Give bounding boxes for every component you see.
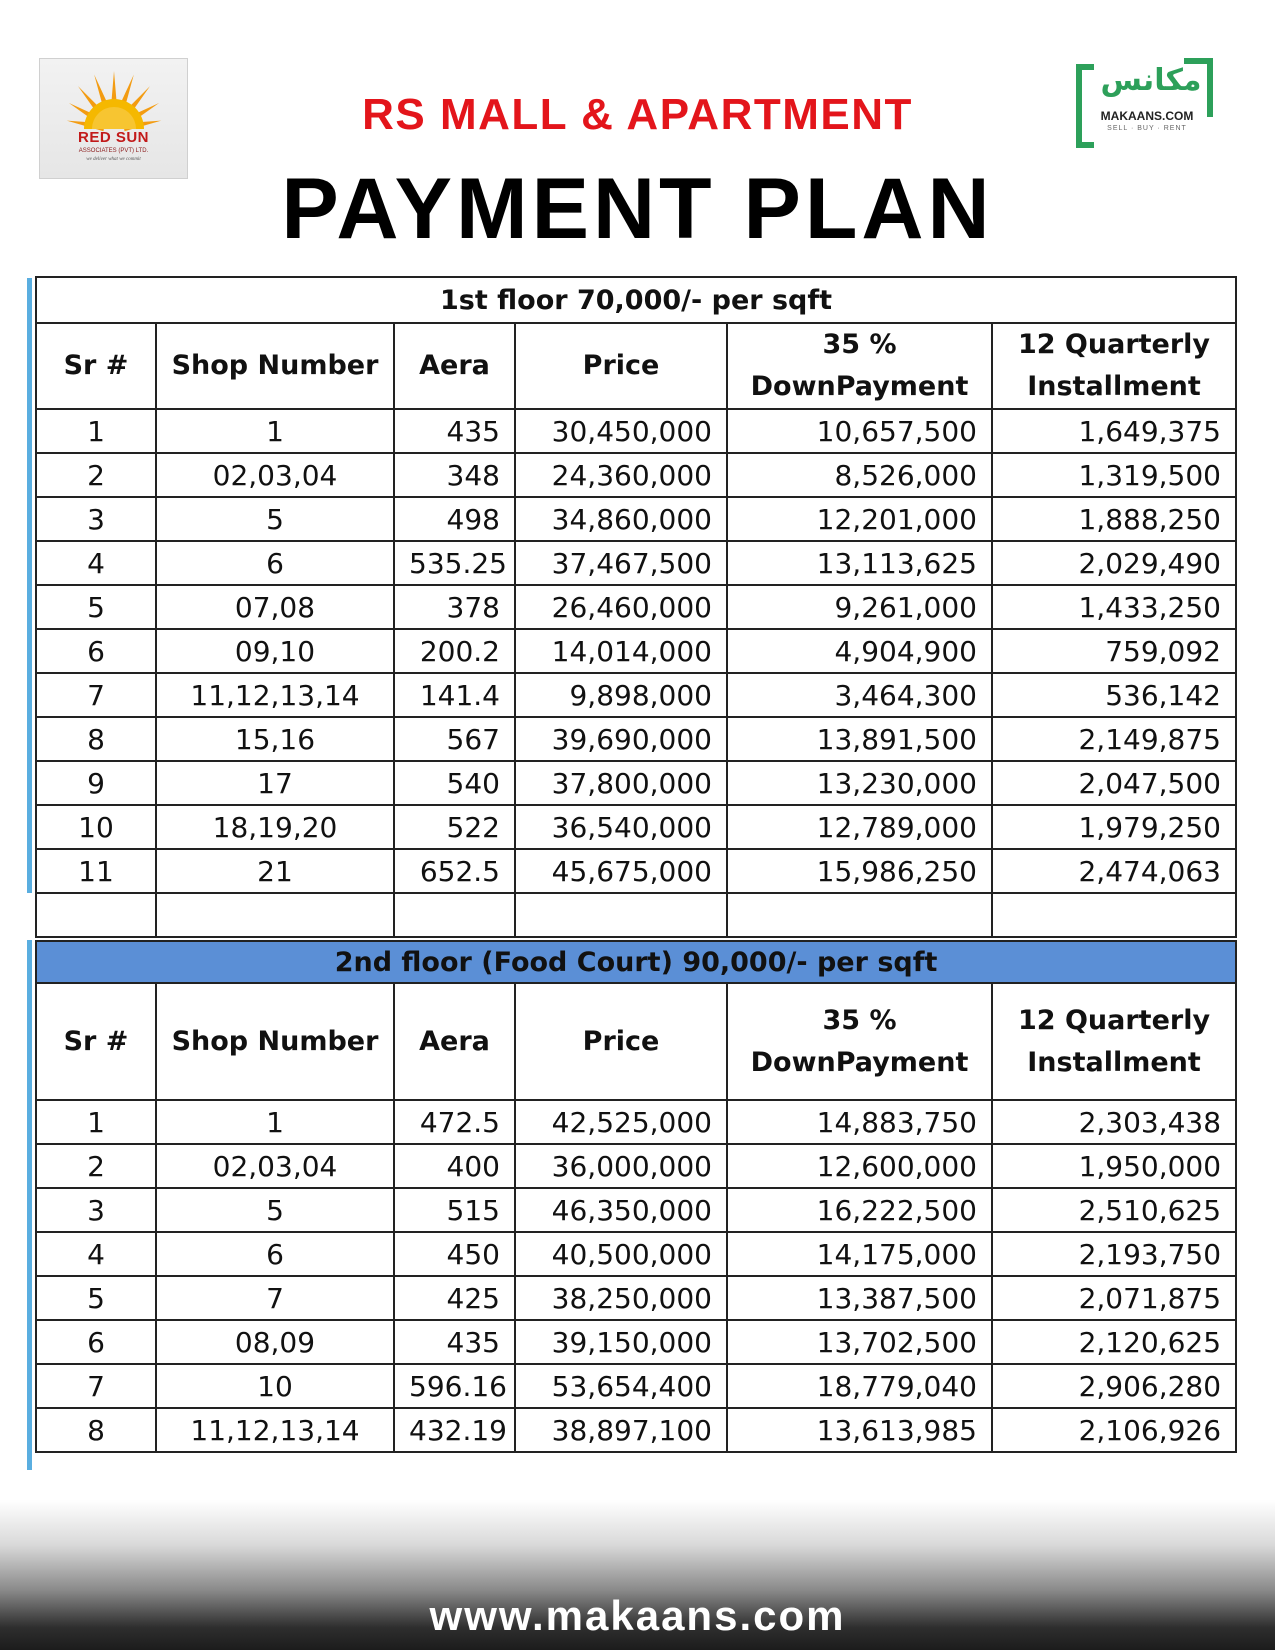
area-cell: 498 (394, 497, 515, 541)
area-cell: 567 (394, 717, 515, 761)
sr-cell: 2 (36, 1144, 156, 1188)
area-cell: 596.16 (394, 1364, 515, 1408)
sr-cell: 4 (36, 541, 156, 585)
installment-cell: 2,047,500 (992, 761, 1236, 805)
installment-cell: 759,092 (992, 629, 1236, 673)
downpayment-cell: 13,702,500 (727, 1320, 992, 1364)
area-cell: 141.4 (394, 673, 515, 717)
price-cell: 37,467,500 (515, 541, 727, 585)
table-row (36, 1276, 1236, 1320)
header-price: Price (515, 983, 727, 1100)
downpayment-cell: 12,600,000 (727, 1144, 992, 1188)
page-title: PAYMENT PLAN (281, 161, 994, 257)
red-sun-brand: RED SUN (77, 129, 149, 146)
price-cell: 36,000,000 (515, 1144, 727, 1188)
shop-number-cell: 5 (156, 497, 394, 541)
makaans-urdu: مکانس (1100, 63, 1202, 98)
downpayment-cell: 15,986,250 (727, 849, 992, 893)
price-cell: 34,860,000 (515, 497, 727, 541)
floor1-caption: 1st floor 70,000/- per sqft (36, 277, 1236, 323)
downpayment-cell: 13,891,500 (727, 717, 992, 761)
table-row (36, 805, 1236, 849)
area-cell: 348 (394, 453, 515, 497)
floor1-body (36, 409, 1236, 893)
downpayment-cell: 13,230,000 (727, 761, 992, 805)
table-row (36, 1364, 1236, 1408)
installment-cell: 2,303,438 (992, 1100, 1236, 1144)
installment-cell: 1,950,000 (992, 1144, 1236, 1188)
header-sr: Sr # (36, 983, 156, 1100)
price-cell: 30,450,000 (515, 409, 727, 453)
header-installment-line1: 12 Quarterly (1018, 1004, 1211, 1036)
header-installment-line2: Installment (1027, 1046, 1201, 1078)
floor2-caption: 2nd floor (Food Court) 90,000/- per sqft (36, 941, 1236, 983)
area-cell: 378 (394, 585, 515, 629)
area-cell: 472.5 (394, 1100, 515, 1144)
table-row (36, 1100, 1236, 1144)
header-downpayment-line2: DownPayment (750, 371, 969, 402)
header-installment-line2: Installment (1027, 371, 1201, 402)
installment-cell: 1,319,500 (992, 453, 1236, 497)
header-downpayment-line1: 35 % (822, 329, 897, 360)
shop-number-cell: 6 (156, 1232, 394, 1276)
shop-number-cell: 09,10 (156, 629, 394, 673)
table-row (36, 453, 1236, 497)
downpayment-cell: 14,175,000 (727, 1232, 992, 1276)
table-row (36, 409, 1236, 453)
table-row (36, 673, 1236, 717)
floor1-table (35, 276, 1237, 938)
downpayment-cell: 4,904,900 (727, 629, 992, 673)
table-row (36, 1144, 1236, 1188)
installment-cell: 1,649,375 (992, 409, 1236, 453)
price-cell: 9,898,000 (515, 673, 727, 717)
header-sr: Sr # (36, 323, 156, 409)
shop-number-cell: 1 (156, 409, 394, 453)
installment-cell: 2,906,280 (992, 1364, 1236, 1408)
sr-cell: 2 (36, 453, 156, 497)
header-installment-line1: 12 Quarterly (1017, 329, 1211, 360)
header-shop-number: Shop Number (156, 323, 394, 409)
shop-number-cell: 5 (156, 1188, 394, 1232)
sr-cell: 1 (36, 1100, 156, 1144)
sr-cell: 7 (36, 1364, 156, 1408)
downpayment-cell: 13,387,500 (727, 1276, 992, 1320)
sr-cell: 5 (36, 1276, 156, 1320)
price-cell: 37,800,000 (515, 761, 727, 805)
floor2-table (35, 940, 1237, 1453)
shop-number-cell: 11,12,13,14 (156, 1408, 394, 1452)
sr-cell: 6 (36, 1320, 156, 1364)
page-subtitle: RS MALL & APARTMENT (362, 90, 913, 139)
installment-cell: 2,474,063 (992, 849, 1236, 893)
shop-number-cell: 08,09 (156, 1320, 394, 1364)
price-cell: 38,897,100 (515, 1408, 727, 1452)
table-row (36, 717, 1236, 761)
header-downpayment-line2: DownPayment (750, 1046, 969, 1078)
table-row (36, 1408, 1236, 1452)
price-cell: 53,654,400 (515, 1364, 727, 1408)
table-row (36, 1320, 1236, 1364)
header-downpayment (727, 983, 992, 1100)
shop-number-cell: 21 (156, 849, 394, 893)
sr-cell: 8 (36, 1408, 156, 1452)
footer-url[interactable]: www.makaans.com (429, 1592, 846, 1639)
header-installment (992, 323, 1236, 409)
sr-cell: 3 (36, 1188, 156, 1232)
empty-cell (36, 893, 156, 937)
shop-number-cell: 18,19,20 (156, 805, 394, 849)
price-cell: 14,014,000 (515, 629, 727, 673)
shop-number-cell: 17 (156, 761, 394, 805)
shop-number-cell: 10 (156, 1364, 394, 1408)
table-row (36, 629, 1236, 673)
price-cell: 39,690,000 (515, 717, 727, 761)
floor2-body (36, 1100, 1236, 1452)
shop-number-cell: 02,03,04 (156, 453, 394, 497)
table-accent-bar (27, 940, 32, 1470)
area-cell: 432.19 (394, 1408, 515, 1452)
price-cell: 24,360,000 (515, 453, 727, 497)
installment-cell: 1,888,250 (992, 497, 1236, 541)
sr-cell: 10 (36, 805, 156, 849)
downpayment-cell: 16,222,500 (727, 1188, 992, 1232)
header-price: Price (515, 323, 727, 409)
area-cell: 515 (394, 1188, 515, 1232)
price-cell: 42,525,000 (515, 1100, 727, 1144)
sr-cell: 4 (36, 1232, 156, 1276)
installment-cell: 2,510,625 (992, 1188, 1236, 1232)
table-row (36, 849, 1236, 893)
installment-cell: 1,433,250 (992, 585, 1236, 629)
downpayment-cell: 8,526,000 (727, 453, 992, 497)
downpayment-cell: 12,789,000 (727, 805, 992, 849)
table-row (36, 761, 1236, 805)
installment-cell: 2,149,875 (992, 717, 1236, 761)
area-cell: 400 (394, 1144, 515, 1188)
sr-cell: 11 (36, 849, 156, 893)
area-cell: 425 (394, 1276, 515, 1320)
floor1-table-wrap (35, 276, 1235, 938)
area-cell: 200.2 (394, 629, 515, 673)
header-downpayment-line1: 35 % (822, 1004, 897, 1036)
empty-cell (727, 893, 992, 937)
red-sun-sub: ASSOCIATES (PVT) LTD. (78, 148, 149, 154)
area-cell: 535.25 (394, 541, 515, 585)
empty-cell (992, 893, 1236, 937)
price-cell: 26,460,000 (515, 585, 727, 629)
empty-cell (515, 893, 727, 937)
area-cell: 522 (394, 805, 515, 849)
shop-number-cell: 7 (156, 1276, 394, 1320)
header-area: Aera (394, 323, 515, 409)
red-sun-tagline: we deliver what we commit (86, 157, 141, 162)
makaans-site: MAKAANS.COM (1100, 109, 1194, 123)
shop-number-cell: 15,16 (156, 717, 394, 761)
area-cell: 435 (394, 1320, 515, 1364)
empty-cell (156, 893, 394, 937)
shop-number-cell: 1 (156, 1100, 394, 1144)
sr-cell: 6 (36, 629, 156, 673)
footer-banner (0, 1500, 1275, 1650)
shop-number-cell: 6 (156, 541, 394, 585)
table-row (36, 1232, 1236, 1276)
price-cell: 36,540,000 (515, 805, 727, 849)
header-shop-number: Shop Number (156, 983, 394, 1100)
table-row (36, 1188, 1236, 1232)
downpayment-cell: 9,261,000 (727, 585, 992, 629)
area-cell: 450 (394, 1232, 515, 1276)
installment-cell: 536,142 (992, 673, 1236, 717)
table-row (36, 541, 1236, 585)
price-cell: 39,150,000 (515, 1320, 727, 1364)
sr-cell: 3 (36, 497, 156, 541)
header-area: Aera (394, 983, 515, 1100)
sr-cell: 7 (36, 673, 156, 717)
downpayment-cell: 12,201,000 (727, 497, 992, 541)
shop-number-cell: 07,08 (156, 585, 394, 629)
table-row (36, 497, 1236, 541)
shop-number-cell: 11,12,13,14 (156, 673, 394, 717)
downpayment-cell: 13,613,985 (727, 1408, 992, 1452)
downpayment-cell: 10,657,500 (727, 409, 992, 453)
downpayment-cell: 13,113,625 (727, 541, 992, 585)
area-cell: 540 (394, 761, 515, 805)
installment-cell: 2,029,490 (992, 541, 1236, 585)
sr-cell: 1 (36, 409, 156, 453)
price-cell: 38,250,000 (515, 1276, 727, 1320)
empty-cell (394, 893, 515, 937)
floor1-empty-row (36, 893, 1236, 937)
sr-cell: 8 (36, 717, 156, 761)
installment-cell: 2,193,750 (992, 1232, 1236, 1276)
area-cell: 435 (394, 409, 515, 453)
installment-cell: 2,120,625 (992, 1320, 1236, 1364)
header-installment (992, 983, 1236, 1100)
installment-cell: 1,979,250 (992, 805, 1236, 849)
price-cell: 45,675,000 (515, 849, 727, 893)
sr-cell: 9 (36, 761, 156, 805)
installment-cell: 2,071,875 (992, 1276, 1236, 1320)
header-downpayment (727, 323, 992, 409)
shop-number-cell: 02,03,04 (156, 1144, 394, 1188)
makaans-motto: SELL · BUY · RENT (1107, 125, 1187, 132)
price-cell: 40,500,000 (515, 1232, 727, 1276)
table-accent-bar (27, 278, 32, 893)
area-cell: 652.5 (394, 849, 515, 893)
downpayment-cell: 18,779,040 (727, 1364, 992, 1408)
installment-cell: 2,106,926 (992, 1408, 1236, 1452)
price-cell: 46,350,000 (515, 1188, 727, 1232)
floor2-table-wrap (35, 940, 1235, 1453)
table-row (36, 585, 1236, 629)
downpayment-cell: 14,883,750 (727, 1100, 992, 1144)
sr-cell: 5 (36, 585, 156, 629)
downpayment-cell: 3,464,300 (727, 673, 992, 717)
